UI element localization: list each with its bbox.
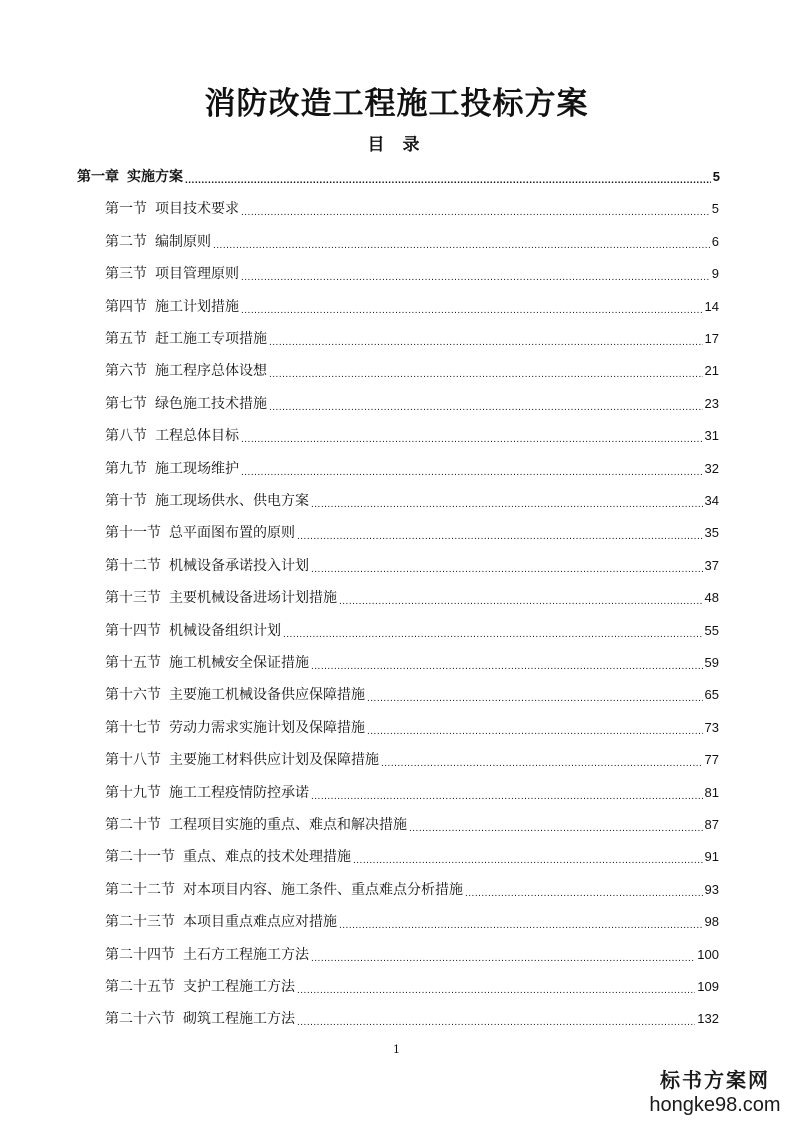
toc-entry-title: 砌筑工程施工方法 <box>183 1011 295 1028</box>
toc-dot-leader <box>269 328 703 350</box>
toc-section-entry[interactable] <box>105 231 719 253</box>
toc-entry-number: 第二十五节 <box>105 979 175 995</box>
toc-entry-number: 第十节 <box>105 493 147 509</box>
toc-section-entry[interactable] <box>105 717 719 739</box>
toc-dot-leader <box>339 587 703 609</box>
toc-dot-leader <box>269 393 703 415</box>
toc-entry-page: 31 <box>704 428 719 444</box>
toc-entry-number: 第十五节 <box>105 655 161 671</box>
toc-entry-number: 第二十四节 <box>105 946 175 963</box>
toc-entry-page: 48 <box>704 590 719 606</box>
toc-section-entry[interactable] <box>105 846 719 868</box>
toc-entry-label <box>105 198 239 220</box>
toc-entry-page: 77 <box>704 752 719 768</box>
toc-entry-number: 第十八节 <box>105 752 161 769</box>
toc-entry-number: 第五节 <box>105 331 147 347</box>
toc-entry-page: 35 <box>704 525 719 541</box>
toc-entry-title: 机械设备组织计划 <box>169 622 281 639</box>
toc-entry-label <box>105 976 295 998</box>
toc-section-entry[interactable] <box>105 296 719 318</box>
toc-entry-page: 34 <box>704 493 719 508</box>
toc-entry-label <box>105 749 379 771</box>
toc-entry-label <box>105 944 309 966</box>
toc-entry-page: 87 <box>704 817 719 832</box>
toc-entry-title: 机械设备承诺投入计划 <box>169 557 309 574</box>
toc-dot-leader <box>353 846 703 868</box>
toc-entry-page: 65 <box>704 687 719 703</box>
toc-entry-title: 施工现场维护 <box>155 460 239 477</box>
toc-section-entry[interactable] <box>105 490 719 512</box>
toc-entry-title: 支护工程施工方法 <box>183 979 295 995</box>
toc-entry-title: 赶工施工专项措施 <box>155 331 267 347</box>
toc-entry-title: 主要施工机械设备供应保障措施 <box>169 687 365 704</box>
toc-entry-page: 73 <box>704 719 719 735</box>
toc-entry-page: 21 <box>704 363 719 379</box>
toc-dot-leader <box>311 555 703 577</box>
toc-section-entry[interactable] <box>105 652 719 674</box>
toc-entry-label <box>105 587 337 609</box>
toc-dot-leader <box>311 782 703 804</box>
toc-dot-leader <box>297 976 695 998</box>
toc-heading: 目 录 <box>367 135 426 155</box>
toc-dot-leader <box>185 166 711 188</box>
toc-entry-title: 工程总体目标 <box>155 428 239 445</box>
toc-entry-label <box>105 684 365 706</box>
toc-section-entry[interactable] <box>105 458 719 480</box>
toc-entry-label <box>105 620 281 642</box>
toc-entry-number: 第八节 <box>105 428 147 445</box>
toc-section-entry[interactable] <box>105 684 719 706</box>
toc-entry-title: 项目技术要求 <box>155 201 239 218</box>
toc-section-entry[interactable] <box>105 879 719 901</box>
toc-entry-number: 第十三节 <box>105 590 161 607</box>
toc-entry-number: 第十一节 <box>105 525 161 542</box>
toc-entry-title: 施工计划措施 <box>155 298 239 315</box>
toc-entry-title: 施工现场供水、供电方案 <box>155 493 309 509</box>
document-title: 消防改造工程施工投标方案 <box>204 86 589 122</box>
toc-entry-number: 第二十节 <box>105 817 161 833</box>
toc-entry-label <box>105 846 351 868</box>
toc-entry-page: 55 <box>704 622 719 638</box>
toc-dot-leader <box>297 522 703 544</box>
toc-entry-page: 109 <box>697 979 719 994</box>
toc-entry-number: 第一节 <box>105 201 147 218</box>
toc-entry-label <box>105 231 211 253</box>
watermark <box>640 1068 790 1118</box>
toc-section-entry[interactable] <box>105 911 719 933</box>
toc-entry-number: 第九节 <box>105 460 147 477</box>
watermark-url: hongke98.com <box>649 1094 781 1116</box>
toc-entry-title: 土石方工程施工方法 <box>183 946 309 963</box>
toc-entry-title: 重点、难点的技术处理措施 <box>183 849 351 866</box>
toc-entry-page: 6 <box>711 233 719 249</box>
toc-dot-leader <box>241 198 710 220</box>
toc-entry-title: 劳动力需求实施计划及保障措施 <box>169 719 365 736</box>
toc-entry-title: 总平面图布置的原则 <box>169 525 295 542</box>
toc-entry-title: 工程项目实施的重点、难点和解决措施 <box>169 817 407 833</box>
toc-dot-leader <box>241 425 703 447</box>
toc-dot-leader <box>241 296 703 318</box>
toc-entry-label <box>105 328 267 350</box>
toc-section-entry[interactable] <box>105 555 719 577</box>
toc-dot-leader <box>311 490 703 512</box>
toc-entry-title: 编制原则 <box>155 233 211 250</box>
toc-entry-title: 实施方案 <box>127 169 183 185</box>
toc-entry-number: 第十七节 <box>105 719 161 736</box>
toc-section-entry[interactable] <box>105 425 719 447</box>
toc-chapter-entry[interactable] <box>77 166 720 188</box>
toc-entry-number: 第一章 <box>77 169 119 185</box>
toc-entry-number: 第二十三节 <box>105 914 175 931</box>
watermark-text: 标书方案网 <box>660 1068 770 1092</box>
toc-entry-page: 37 <box>704 557 719 573</box>
toc-entry-number: 第十九节 <box>105 784 161 801</box>
toc-entry-page: 91 <box>704 849 719 865</box>
toc-entry-label <box>105 490 309 512</box>
toc-entry-title: 施工程序总体设想 <box>155 363 267 380</box>
toc-entry-label <box>105 555 309 577</box>
toc-entry-label <box>105 717 365 739</box>
toc-dot-leader <box>241 263 710 285</box>
toc-entry-page: 132 <box>697 1011 719 1027</box>
toc-section-entry[interactable] <box>105 814 719 836</box>
toc-entry-title: 项目管理原则 <box>155 266 239 283</box>
toc-entry-number: 第三节 <box>105 266 147 283</box>
toc-entry-label <box>105 652 309 674</box>
toc-entry-number: 第二节 <box>105 233 147 250</box>
toc-dot-leader <box>283 620 703 642</box>
toc-dot-leader <box>311 944 695 966</box>
toc-dot-leader <box>311 652 703 674</box>
toc-entry-number: 第四节 <box>105 298 147 315</box>
toc-dot-leader <box>241 458 703 480</box>
toc-entry-page: 100 <box>697 946 719 962</box>
toc-entry-label <box>105 393 267 415</box>
toc-entry-label <box>105 522 295 544</box>
toc-dot-leader <box>339 911 703 933</box>
toc-dot-leader <box>269 360 703 382</box>
toc-entry-label <box>105 911 337 933</box>
toc-entry-label <box>105 879 463 901</box>
toc-section-entry[interactable] <box>105 944 719 966</box>
toc-dot-leader <box>409 814 703 836</box>
toc-entry-title: 施工机械安全保证措施 <box>169 655 309 671</box>
toc-dot-leader <box>381 749 703 771</box>
toc-dot-leader <box>367 684 703 706</box>
toc-entry-title: 主要机械设备进场计划措施 <box>169 590 337 607</box>
toc-entry-number: 第十二节 <box>105 557 161 574</box>
toc-entry-label <box>77 166 183 188</box>
toc-section-entry[interactable] <box>105 620 719 642</box>
toc-section-entry[interactable] <box>105 782 719 804</box>
toc-entry-number: 第七节 <box>105 395 147 412</box>
toc-section-entry[interactable] <box>105 328 719 350</box>
toc-entry-number: 第二十一节 <box>105 849 175 866</box>
toc-section-entry[interactable] <box>105 1008 719 1030</box>
toc-dot-leader <box>213 231 710 253</box>
toc-section-entry[interactable] <box>105 263 719 285</box>
toc-entry-label <box>105 296 239 318</box>
toc-dot-leader <box>297 1008 695 1030</box>
toc-section-entry[interactable] <box>105 360 719 382</box>
toc-entry-title: 主要施工材料供应计划及保障措施 <box>169 752 379 769</box>
toc-dot-leader <box>367 717 703 739</box>
toc-entry-title: 施工工程疫情防控承诺 <box>169 784 309 801</box>
toc-entry-number: 第十六节 <box>105 687 161 704</box>
toc-entry-page: 9 <box>711 266 719 282</box>
toc-section-entry[interactable] <box>105 393 719 415</box>
toc-entry-label <box>105 360 267 382</box>
toc-entry-page: 17 <box>704 331 719 346</box>
toc-entry-title: 绿色施工技术措施 <box>155 395 267 412</box>
toc-entry-page: 5 <box>712 169 720 184</box>
toc-entry-label <box>105 458 239 480</box>
toc-entry-label <box>105 1008 295 1030</box>
toc-section-entry[interactable] <box>105 976 719 998</box>
toc-entry-label <box>105 263 239 285</box>
toc-entry-label <box>105 814 407 836</box>
page-number: 1 <box>393 1043 400 1056</box>
toc-entry-label <box>105 782 309 804</box>
toc-entry-title: 对本项目内容、施工条件、重点难点分析措施 <box>183 881 463 898</box>
toc-entry-number: 第二十二节 <box>105 881 175 898</box>
toc-entry-label <box>105 425 239 447</box>
toc-entry-page: 14 <box>704 298 719 314</box>
toc-entry-page: 93 <box>704 881 719 897</box>
toc-section-entry[interactable] <box>105 522 719 544</box>
toc-dot-leader <box>465 879 703 901</box>
toc-entry-page: 98 <box>704 914 719 930</box>
toc-section-entry[interactable] <box>105 749 719 771</box>
toc-entry-page: 81 <box>704 784 719 800</box>
toc-entry-number: 第十四节 <box>105 622 161 639</box>
toc-entry-number: 第六节 <box>105 363 147 380</box>
toc-section-entry[interactable] <box>105 198 719 220</box>
toc-entry-number: 第二十六节 <box>105 1011 175 1028</box>
toc-entry-title: 本项目重点难点应对措施 <box>183 914 337 931</box>
toc-entry-page: 23 <box>704 395 719 411</box>
toc-section-entry[interactable] <box>105 587 719 609</box>
toc-entry-page: 5 <box>711 201 719 217</box>
toc-entry-page: 32 <box>704 460 719 476</box>
toc-entry-page: 59 <box>704 655 719 670</box>
